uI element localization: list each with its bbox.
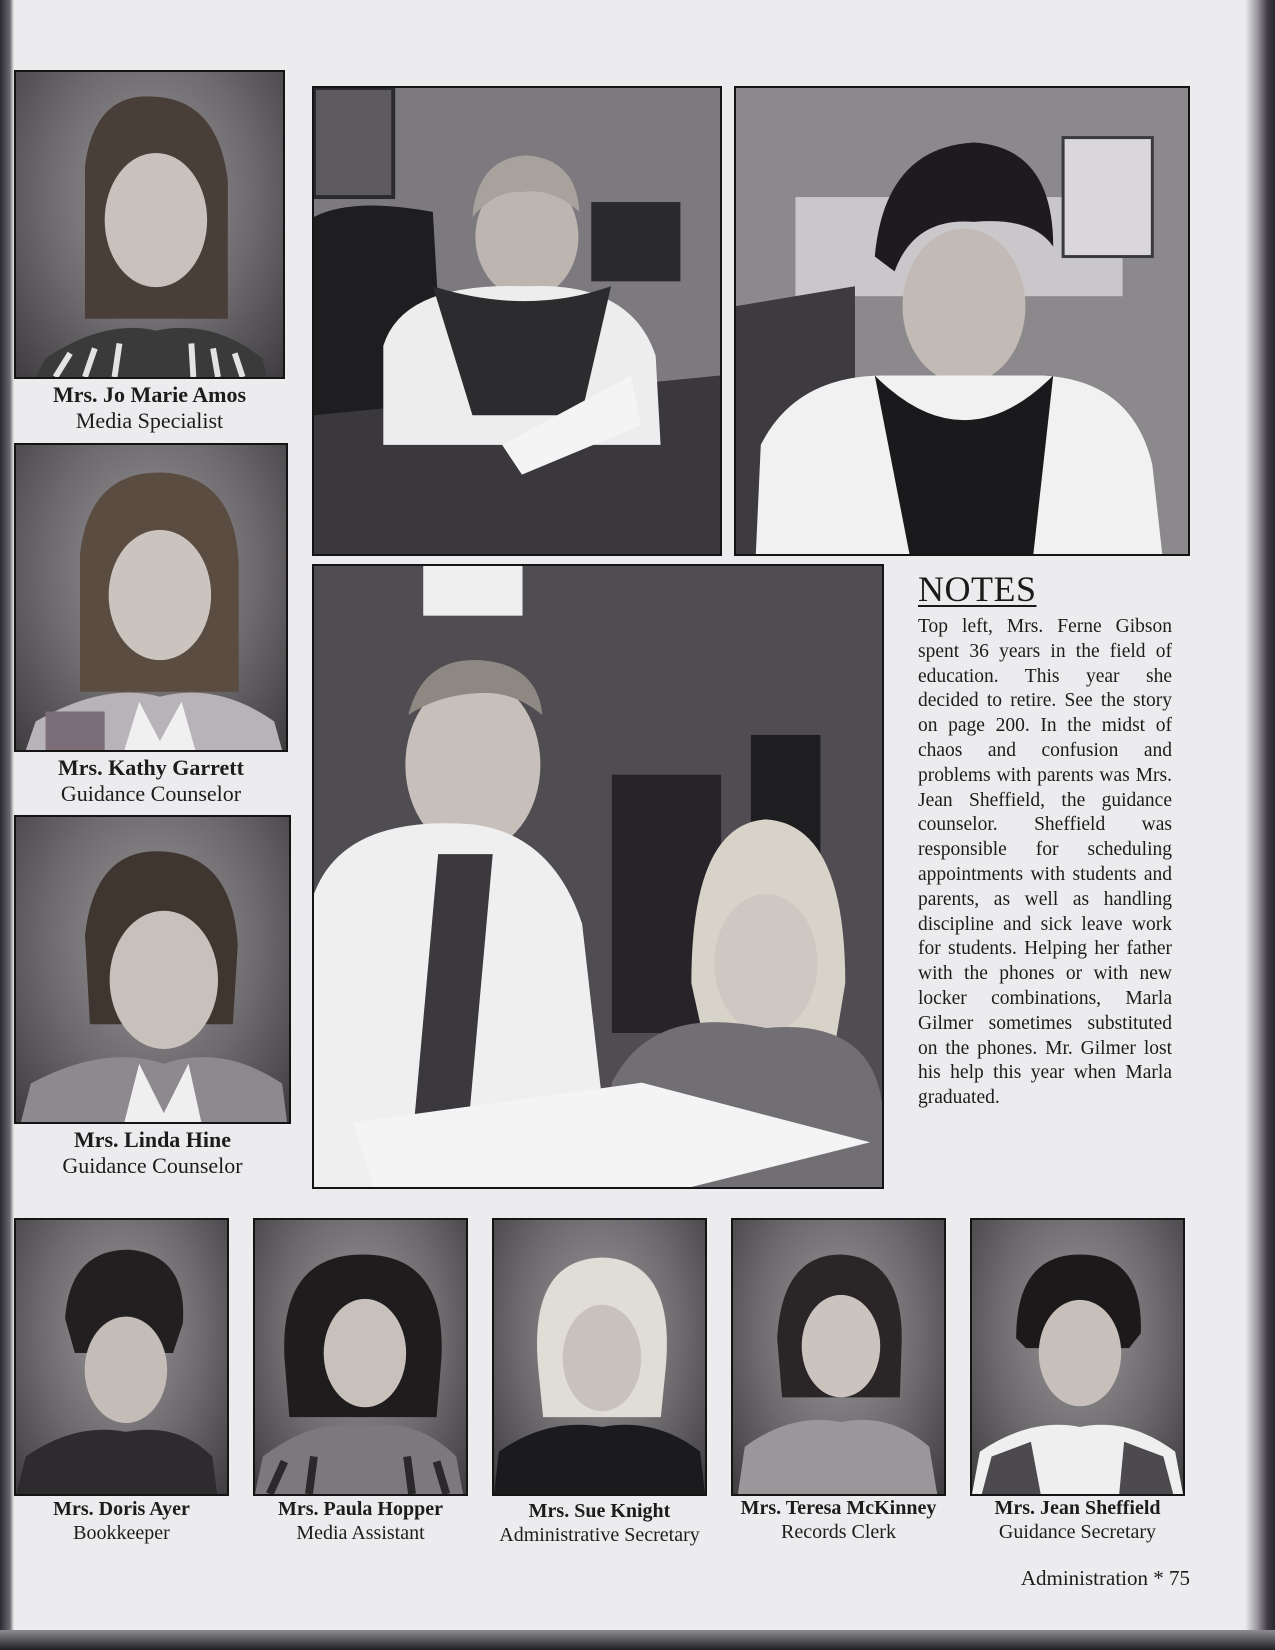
staff-name: Mrs. Linda Hine [73,1127,232,1152]
portrait-photo-garrett [14,443,288,752]
staff-role: Guidance Counselor [60,781,242,807]
staff-role: Media Assistant [296,1522,425,1544]
page-bottom-shadow [0,1630,1275,1650]
portrait-photo-knight [492,1218,707,1496]
portrait-photo-mckinney [731,1218,946,1496]
staff-role: Guidance Secretary [998,1521,1157,1543]
caption-garrett [14,755,288,808]
caption-knight [472,1499,727,1547]
portrait-photo-hopper [253,1218,468,1496]
staff-name: Mrs. Sue Knight [528,1500,671,1522]
staff-name: Mrs. Jo Marie Amos [52,382,247,407]
staff-role: Administrative Secretary [499,1524,700,1546]
notes-body: Top left, Mrs. Ferne Gibson spent 36 years in the field of education. This year she decided to retire. See the story on page 200. In the midst of chaos and confusion and problems with parents was Mrs. Jean Sheffield, the guidance counselor. Sheffield was responsible for scheduling appointments with students and parents, as well as handling discipline and sick leave work for students. Helping her father with the phones or with new locker combinations, Marla Gilmer sometimes substituted on the phones. Mr. Gilmer lost his help this year when Marla graduated. [918,616,1172,1109]
candid-photo-gilmer [312,564,884,1189]
caption-hine [14,1127,291,1180]
staff-role: Bookkeeper [73,1522,170,1544]
staff-role: Guidance Counselor [62,1153,243,1179]
caption-ayer [14,1497,229,1545]
candid-photo-gibson [312,86,722,556]
staff-role: Media Specialist [75,408,224,434]
staff-name: Mrs. Paula Hopper [278,1498,443,1520]
staff-name: Mrs. Teresa McKinney [740,1497,937,1519]
staff-role: Records Clerk [781,1521,896,1543]
portrait-photo-hine [14,815,291,1124]
notes-heading: NOTES [918,569,1037,609]
binding-shadow [0,0,14,1650]
page-folio: Administration * 75 [1020,1566,1190,1590]
caption-sheffield [960,1496,1195,1544]
staff-name: Mrs. Doris Ayer [53,1498,190,1520]
portrait-photo-sheffield [970,1218,1185,1496]
page-edge-shadow [1245,0,1275,1650]
candid-photo-sheffield [734,86,1190,556]
staff-name: Mrs. Kathy Garrett [58,755,244,780]
caption-mckinney [716,1496,961,1544]
portrait-photo-ayer [14,1218,229,1496]
caption-hopper [253,1497,468,1545]
caption-amos [14,382,285,435]
portrait-photo-amos [14,70,285,379]
staff-name: Mrs. Jean Sheffield [994,1497,1161,1519]
